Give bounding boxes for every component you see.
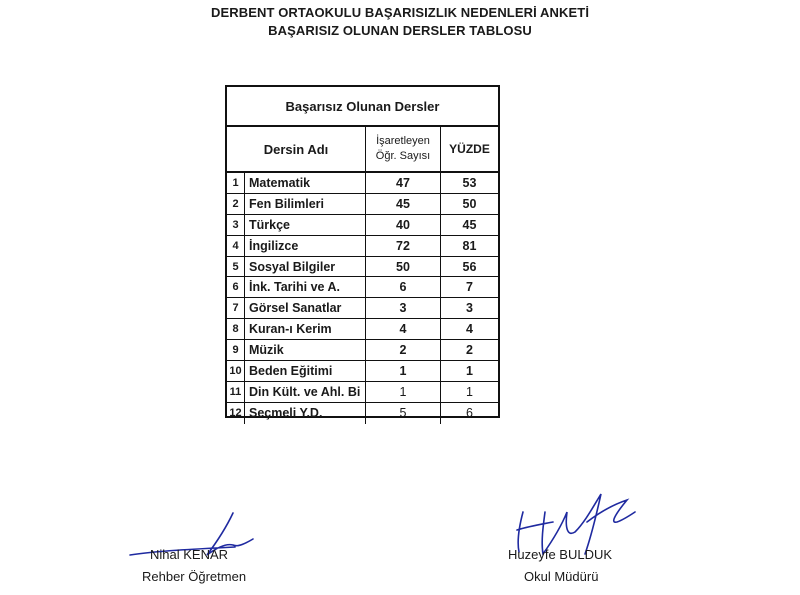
student-count-cell: 3 [366, 298, 441, 318]
student-count-cell: 6 [366, 277, 441, 297]
row-number: 2 [227, 194, 245, 214]
percent-cell: 50 [462, 196, 477, 211]
student-count-cell: 47 [366, 173, 441, 193]
table-row [227, 277, 498, 298]
percent-cell: 53 [462, 175, 477, 190]
course-name-cell: Beden Eğitimi [245, 361, 366, 381]
failed-courses-table [225, 85, 500, 421]
table-row [227, 173, 498, 194]
course-name-cell: İnk. Tarihi ve A. [245, 277, 366, 297]
percent-cell: 45 [462, 217, 477, 232]
table-row [227, 298, 498, 319]
table-body [227, 173, 498, 424]
row-number: 8 [227, 319, 245, 339]
document-title: DERBENT ORTAOKULU BAŞARISIZLIK NEDENLERİ ANKETİ [210, 5, 590, 20]
student-count-cell: 1 [366, 361, 441, 381]
column-header-percent: YÜZDE [449, 142, 490, 156]
percent-cell: 1 [466, 363, 473, 378]
table-row [227, 403, 498, 424]
student-count-cell: 4 [366, 319, 441, 339]
table-title: Başarısız Olunan Dersler [227, 87, 498, 127]
course-name-cell: Fen Bilimleri [245, 194, 366, 214]
course-name-cell: Müzik [245, 340, 366, 360]
row-number: 12 [227, 403, 245, 424]
table-row [227, 194, 498, 215]
student-count-cell: 50 [366, 257, 441, 277]
column-header-course-name: Dersin Adı [227, 127, 366, 171]
percent-cell: 1 [466, 384, 473, 399]
column-header-count-line1: İşaretleyen [376, 135, 430, 147]
table-header-row [227, 127, 498, 173]
right-signatory-name: Huzeyfe BULDUK [508, 547, 613, 562]
row-number: 11 [227, 382, 245, 402]
percent-cell: 4 [466, 322, 473, 337]
row-number: 6 [227, 277, 245, 297]
row-number: 1 [227, 173, 245, 193]
table-row [227, 382, 498, 403]
course-name-cell: Görsel Sanatlar [245, 298, 366, 318]
table-row [227, 319, 498, 340]
student-count-cell: 45 [366, 194, 441, 214]
course-name-cell: Seçmeli Y.D. [245, 403, 366, 424]
row-number: 7 [227, 298, 245, 318]
table-row [227, 215, 498, 236]
row-number: 3 [227, 215, 245, 235]
row-number: 10 [227, 361, 245, 381]
percent-cell: 3 [466, 301, 473, 316]
column-header-student-count [366, 127, 441, 171]
table-row [227, 340, 498, 361]
course-name-cell: Kuran-ı Kerim [245, 319, 366, 339]
student-count-cell: 2 [366, 340, 441, 360]
document-subtitle: BAŞARISIZ OLUNAN DERSLER TABLOSU [268, 23, 532, 38]
right-signatory-title: Okul Müdürü [524, 569, 599, 584]
row-number: 5 [227, 257, 245, 277]
percent-cell: 2 [466, 343, 473, 358]
course-name-cell: Sosyal Bilgiler [245, 257, 366, 277]
student-count-cell: 40 [366, 215, 441, 235]
row-number: 4 [227, 236, 245, 256]
student-count-cell: 72 [366, 236, 441, 256]
course-name-cell: Matematik [245, 173, 366, 193]
percent-cell: 81 [462, 238, 477, 253]
left-signatory-name: Nihal KENAR [150, 547, 229, 562]
left-signatory-title: Rehber Öğretmen [142, 569, 247, 584]
percent-cell: 56 [462, 259, 477, 274]
student-count-cell: 5 [366, 403, 441, 424]
percent-cell: 7 [466, 280, 473, 295]
table-row [227, 257, 498, 278]
course-name-cell: Din Kült. ve Ahl. Bi [245, 382, 366, 402]
student-count-cell: 1 [366, 382, 441, 402]
percent-cell: 6 [466, 406, 473, 421]
table-row [227, 236, 498, 257]
row-number: 9 [227, 340, 245, 360]
course-name-cell: İngilizce [245, 236, 366, 256]
course-name-cell: Türkçe [245, 215, 366, 235]
table-row [227, 361, 498, 382]
column-header-count-line2: Öğr. Sayısı [375, 150, 431, 162]
